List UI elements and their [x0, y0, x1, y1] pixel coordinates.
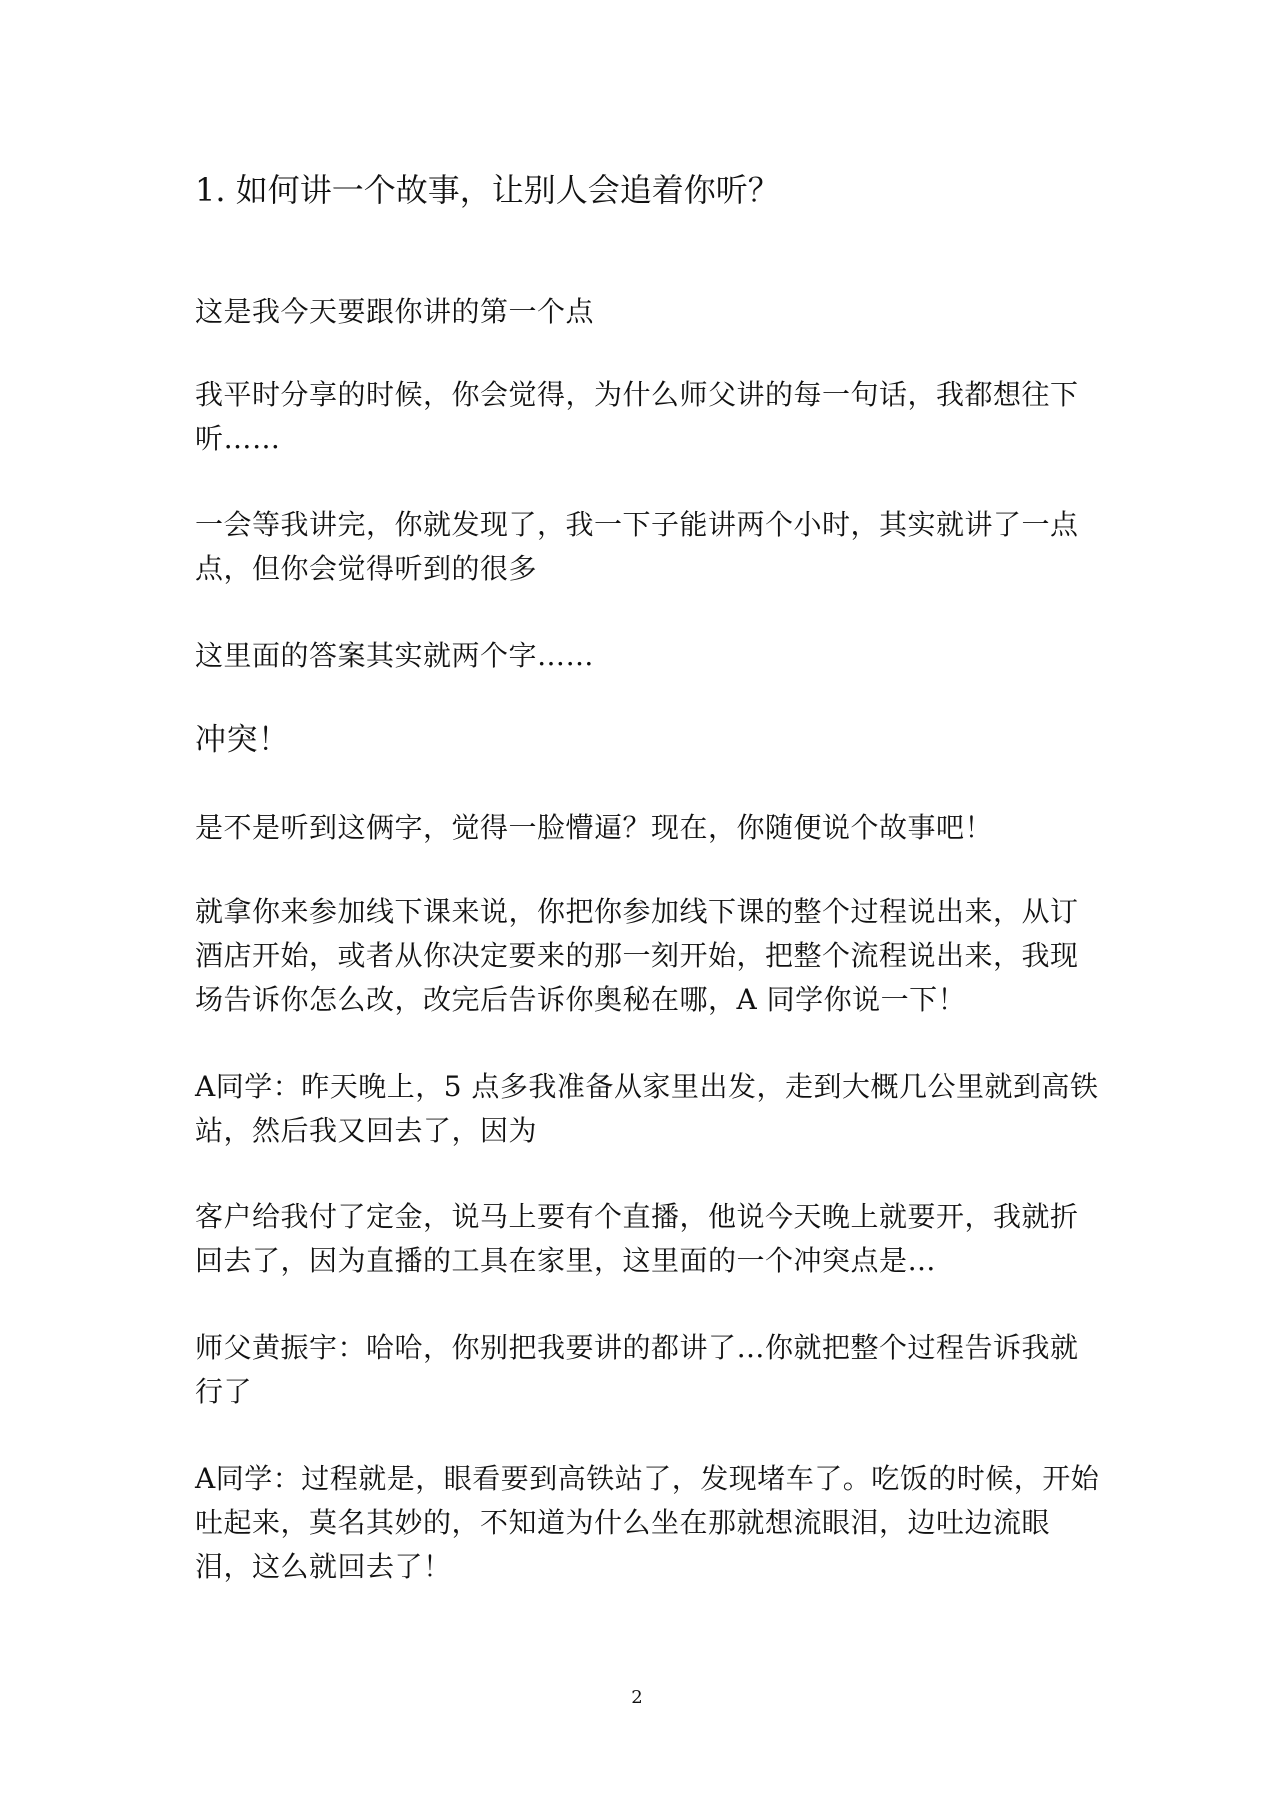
paragraph-customer: 客户给我付了定金，说马上要有个直播，他说今天晚上就要开，我就折回去了，因为直播的工具在家里，这里面的一个冲突点是…: [195, 1200, 1079, 1277]
paragraph-offline-class: 就拿你来参加线下课来说，你把你参加线下课的整个过程说出来，从订酒店开始，或者从你决定要来的那一刻开始，把整个流程说出来，我现场告诉你怎么改，改完后告诉你奥秘在哪，A 同学你说一下！: [195, 895, 1079, 1016]
paragraph-answer: 这里面的答案其实就两个字……: [195, 639, 595, 672]
paragraph-conflict: 冲突！: [195, 722, 290, 758]
paragraph-two-hours: 一会等我讲完，你就发现了，我一下子能讲两个小时，其实就讲了一点点，但你会觉得听到的很多: [195, 508, 1079, 585]
paragraph-student-a-2: A同学：过程就是，眼看要到高铁站了，发现堵车了。吃饭的时候，开始吐起来，莫名其妙的，不知道为什么坐在那就想流眼泪，边吐边流眼泪，这么就回去了！: [195, 1462, 1100, 1583]
paragraph-student-a-1: A同学：昨天晚上，5 点多我准备从家里出发，走到大概几公里就到高铁站，然后我又回去了，因为: [195, 1070, 1099, 1147]
paragraph-confused: 是不是听到这俩字，觉得一脸懵逼？现在，你随便说个故事吧！: [195, 811, 994, 844]
paragraph-intro: 这是我今天要跟你讲的第一个点: [195, 295, 595, 328]
page-number: 2: [631, 1687, 643, 1708]
paragraph-sharing: 我平时分享的时候，你会觉得，为什么师父讲的每一句话，我都想往下听……: [195, 378, 1079, 455]
paragraph-master: 师父黄振宇：哈哈，你别把我要讲的都讲了…你就把整个过程告诉我就行了: [195, 1331, 1079, 1408]
section-title: 1. 如何讲一个故事，让别人会追着你听？: [195, 171, 780, 209]
